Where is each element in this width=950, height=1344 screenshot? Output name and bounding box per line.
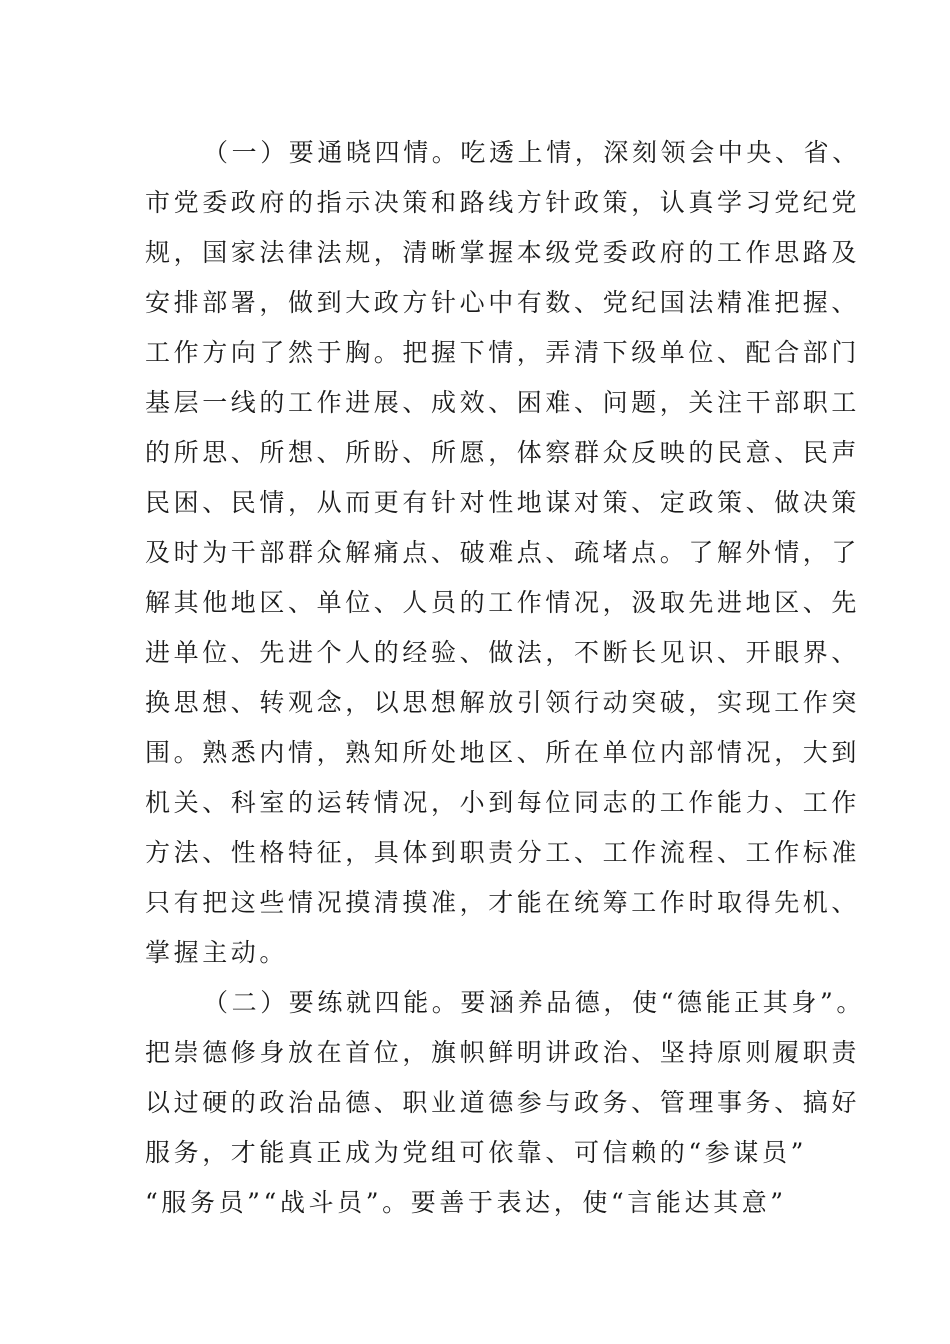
paragraph-1-line-3: 规，国家法律法规，清晰掌握本级党委政府的工作思路及 xyxy=(145,238,861,267)
paragraph-1-line-12: 换思想、转观念，以思想解放引领行动突破，实现工作突 xyxy=(145,688,861,717)
paragraph-2-line-2: 把崇德修身放在首位，旗帜鲜明讲政治、坚持原则履职责 xyxy=(145,1038,861,1067)
paragraph-1-line-1: （一）要通晓四情。吃透上情，深刻领会中央、省、 xyxy=(203,138,861,167)
paragraph-1-line-17: 掌握主动。 xyxy=(145,938,289,967)
paragraph-1-line-13: 围。熟悉内情，熟知所处地区、所在单位内部情况，大到 xyxy=(145,738,861,767)
paragraph-1-line-10: 解其他地区、单位、人员的工作情况，汲取先进地区、先 xyxy=(145,588,861,617)
paragraph-1-line-14: 机关、科室的运转情况，小到每位同志的工作能力、工作 xyxy=(145,788,861,817)
paragraph-2-line-3: 以过硬的政治品德、职业道德参与政务、管理事务、搞好 xyxy=(145,1088,861,1117)
paragraph-1-line-2: 市党委政府的指示决策和路线方针政策，认真学习党纪党 xyxy=(145,188,861,217)
paragraph-2-line-4: 服务，才能真正成为党组可依靠、可信赖的“参谋员” xyxy=(145,1138,807,1167)
paragraph-1-line-8: 民困、民情，从而更有针对性地谋对策、定政策、做决策 xyxy=(145,488,861,517)
paragraph-1-line-11: 进单位、先进个人的经验、做法，不断长见识、开眼界、 xyxy=(145,638,861,667)
paragraph-1-line-7: 的所思、所想、所盼、所愿，体察群众反映的民意、民声 xyxy=(145,438,861,467)
paragraph-1-line-16: 只有把这些情况摸清摸准，才能在统筹工作时取得先机、 xyxy=(145,888,861,917)
paragraph-1-line-4: 安排部署，做到大政方针心中有数、党纪国法精准把握、 xyxy=(145,288,861,317)
body-text xyxy=(145,128,865,1228)
paragraph-1-line-6: 基层一线的工作进展、成效、困难、问题，关注干部职工 xyxy=(145,388,861,417)
paragraph-1-line-15: 方法、性格特征，具体到职责分工、工作流程、工作标准 xyxy=(145,838,861,867)
paragraph-1-line-5: 工作方向了然于胸。把握下情，弄清下级单位、配合部门 xyxy=(145,338,861,367)
paragraph-2-line-1: （二）要练就四能。要涵养品德，使“德能正其身”。 xyxy=(203,988,865,1017)
paragraph-2-line-5: “服务员”“战斗员”。要善于表达，使“言能达其意” xyxy=(145,1188,787,1217)
paragraph-1-line-9: 及时为干部群众解痛点、破难点、疏堵点。了解外情，了 xyxy=(145,538,861,567)
